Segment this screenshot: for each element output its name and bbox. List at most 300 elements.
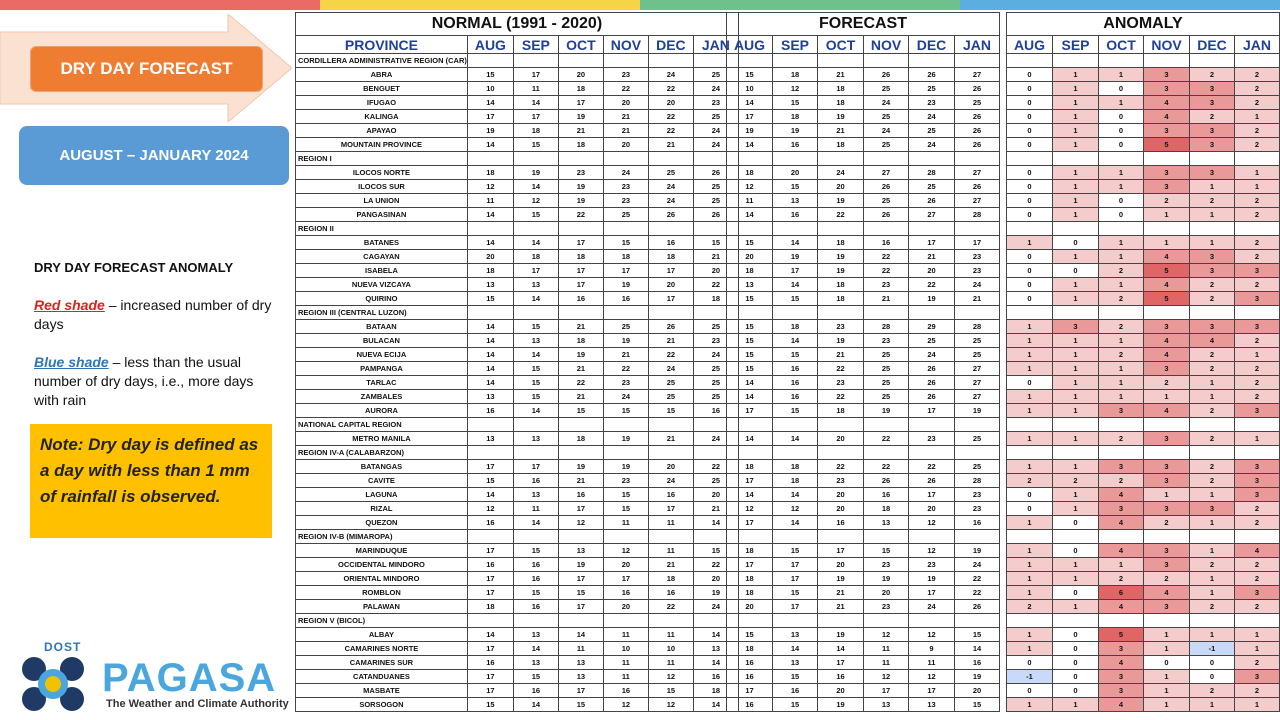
province-name: CAMARINES NORTE xyxy=(296,642,468,656)
forecast-value: 19 xyxy=(818,698,864,712)
normal-value: 16 xyxy=(693,404,738,418)
anomaly-value: 4 xyxy=(1099,698,1144,712)
anomaly-value: 1 xyxy=(1099,558,1144,572)
normal-value: 21 xyxy=(648,558,693,572)
empty-cell xyxy=(1144,418,1190,432)
empty-cell xyxy=(864,530,909,544)
anomaly-value: 3 xyxy=(1144,362,1190,376)
normal-value: 19 xyxy=(558,180,603,194)
normal-value: 25 xyxy=(693,376,738,390)
normal-value: 15 xyxy=(693,544,738,558)
anomaly-value: 0 xyxy=(1099,208,1144,222)
table-row xyxy=(1007,110,1280,124)
table-row xyxy=(727,502,1000,516)
normal-value: 25 xyxy=(603,208,648,222)
anomaly-value: 2 xyxy=(1190,460,1235,474)
empty-cell xyxy=(727,446,773,460)
forecast-value: 16 xyxy=(773,138,818,152)
dost-label: DOST xyxy=(44,640,82,654)
header-row xyxy=(727,36,1000,54)
normal-value: 15 xyxy=(513,390,558,404)
forecast-value: 9 xyxy=(909,642,955,656)
forecast-value: 17 xyxy=(818,544,864,558)
empty-cell xyxy=(1053,530,1099,544)
table-row xyxy=(296,516,739,530)
forecast-value: 20 xyxy=(818,684,864,698)
anomaly-value: 2 xyxy=(1099,572,1144,586)
normal-value: 17 xyxy=(603,264,648,278)
forecast-value: 12 xyxy=(909,628,955,642)
normal-value: 16 xyxy=(603,292,648,306)
normal-value: 21 xyxy=(558,390,603,404)
forecast-value: 15 xyxy=(773,670,818,684)
normal-value: 23 xyxy=(693,334,738,348)
normal-value: 18 xyxy=(693,292,738,306)
region-row xyxy=(1007,222,1280,236)
empty-cell xyxy=(513,446,558,460)
forecast-value: 14 xyxy=(773,236,818,250)
table-row xyxy=(296,180,739,194)
anomaly-value: 1 xyxy=(1099,96,1144,110)
forecast-value: 14 xyxy=(818,642,864,656)
forecast-value: 13 xyxy=(909,698,955,712)
table-row xyxy=(1007,96,1280,110)
forecast-value: 17 xyxy=(727,558,773,572)
forecast-value: 18 xyxy=(727,264,773,278)
forecast-value: 26 xyxy=(864,208,909,222)
anomaly-value: 3 xyxy=(1235,586,1280,600)
forecast-value: 18 xyxy=(727,166,773,180)
anomaly-value: 1 xyxy=(1099,166,1144,180)
anomaly-value: 2 xyxy=(1235,684,1280,698)
empty-cell xyxy=(603,418,648,432)
anomaly-value: 0 xyxy=(1007,208,1053,222)
normal-value: 16 xyxy=(603,684,648,698)
forecast-value: 11 xyxy=(864,656,909,670)
empty-cell xyxy=(648,446,693,460)
month-header: AUG xyxy=(467,36,513,54)
forecast-value: 12 xyxy=(909,544,955,558)
province-name: KALINGA xyxy=(296,110,468,124)
table-row xyxy=(1007,586,1280,600)
normal-value: 13 xyxy=(558,656,603,670)
normal-value: 23 xyxy=(603,194,648,208)
anomaly-value: 2 xyxy=(1235,96,1280,110)
normal-value: 12 xyxy=(467,502,513,516)
anomaly-value: 3 xyxy=(1190,138,1235,152)
forecast-value: 17 xyxy=(727,110,773,124)
table-row xyxy=(1007,68,1280,82)
normal-value: 18 xyxy=(513,250,558,264)
forecast-value: 26 xyxy=(864,180,909,194)
table-row xyxy=(1007,544,1280,558)
normal-value: 24 xyxy=(648,194,693,208)
forecast-value: 22 xyxy=(864,460,909,474)
empty-cell xyxy=(1190,222,1235,236)
forecast-value: 18 xyxy=(773,110,818,124)
forecast-value: 21 xyxy=(955,292,1000,306)
header-row xyxy=(296,36,739,54)
table-row xyxy=(296,698,739,712)
normal-value: 16 xyxy=(513,572,558,586)
table-row xyxy=(296,334,739,348)
forecast-value: 20 xyxy=(727,250,773,264)
normal-value: 16 xyxy=(513,558,558,572)
anomaly-value: 1 xyxy=(1190,586,1235,600)
anomaly-value: 3 xyxy=(1235,320,1280,334)
anomaly-value: 0 xyxy=(1190,670,1235,684)
anomaly-value: 1 xyxy=(1144,390,1190,404)
forecast-value: 22 xyxy=(909,278,955,292)
anomaly-value: 0 xyxy=(1007,488,1053,502)
forecast-value: 15 xyxy=(773,348,818,362)
table-row xyxy=(296,404,739,418)
normal-value: 22 xyxy=(648,82,693,96)
anomaly-value: 0 xyxy=(1007,82,1053,96)
region-row xyxy=(296,306,739,320)
forecast-value: 20 xyxy=(818,502,864,516)
anomaly-value: 4 xyxy=(1144,110,1190,124)
normal-value: 19 xyxy=(558,110,603,124)
anomaly-value: 1 xyxy=(1007,586,1053,600)
forecast-value: 24 xyxy=(864,124,909,138)
anomaly-value: 2 xyxy=(1235,656,1280,670)
province-name: ILOCOS SUR xyxy=(296,180,468,194)
forecast-value: 17 xyxy=(864,684,909,698)
forecast-value: 26 xyxy=(955,124,1000,138)
forecast-value: 23 xyxy=(955,488,1000,502)
normal-value: 17 xyxy=(467,586,513,600)
province-name: PALAWAN xyxy=(296,600,468,614)
normal-value: 11 xyxy=(648,628,693,642)
empty-cell xyxy=(1144,530,1190,544)
normal-value: 16 xyxy=(467,404,513,418)
region-row xyxy=(296,614,739,628)
table-row xyxy=(1007,124,1280,138)
anomaly-value: 3 xyxy=(1144,68,1190,82)
anomaly-value: 2 xyxy=(1190,292,1235,306)
table-row xyxy=(1007,320,1280,334)
empty-cell xyxy=(1053,418,1099,432)
red-shade-label: Red shade xyxy=(34,297,105,313)
table-row xyxy=(727,264,1000,278)
forecast-value: 27 xyxy=(955,362,1000,376)
anomaly-value: 1 xyxy=(1007,390,1053,404)
normal-value: 15 xyxy=(513,586,558,600)
header-row xyxy=(1007,36,1280,54)
normal-value: 22 xyxy=(603,82,648,96)
province-name: BENGUET xyxy=(296,82,468,96)
normal-value: 25 xyxy=(648,390,693,404)
normal-value: 21 xyxy=(603,348,648,362)
normal-value: 20 xyxy=(693,488,738,502)
anomaly-value: 1 xyxy=(1007,236,1053,250)
empty-cell xyxy=(773,54,818,68)
empty-cell xyxy=(864,152,909,166)
forecast-value: 19 xyxy=(955,404,1000,418)
empty-cell xyxy=(648,222,693,236)
empty-cell xyxy=(1053,54,1099,68)
forecast-value: 17 xyxy=(909,684,955,698)
normal-value: 19 xyxy=(513,166,558,180)
anomaly-value: 2 xyxy=(1235,390,1280,404)
header-row xyxy=(296,13,739,36)
province-name: NUEVA ECIJA xyxy=(296,348,468,362)
anomaly-value: 2 xyxy=(1235,278,1280,292)
forecast-value: 17 xyxy=(909,488,955,502)
province-name: CAMARINES SUR xyxy=(296,656,468,670)
empty-cell xyxy=(467,614,513,628)
normal-value: 13 xyxy=(513,628,558,642)
empty-cell xyxy=(864,418,909,432)
normal-value: 16 xyxy=(513,684,558,698)
forecast-value: 18 xyxy=(727,460,773,474)
table-row xyxy=(296,544,739,558)
province-name: IFUGAO xyxy=(296,96,468,110)
province-name: NUEVA VIZCAYA xyxy=(296,278,468,292)
normal-value: 15 xyxy=(603,404,648,418)
normal-value: 16 xyxy=(648,236,693,250)
normal-value: 15 xyxy=(693,236,738,250)
forecast-value: 23 xyxy=(818,320,864,334)
table-row xyxy=(296,362,739,376)
anomaly-value: 1 xyxy=(1144,236,1190,250)
forecast-value: 23 xyxy=(864,334,909,348)
normal-value: 16 xyxy=(558,488,603,502)
empty-cell xyxy=(648,418,693,432)
pagasa-tagline: The Weather and Climate Authority xyxy=(106,698,289,710)
empty-cell xyxy=(909,152,955,166)
table-row xyxy=(296,600,739,614)
dry-day-forecast-title: DRY DAY FORECAST xyxy=(30,46,263,92)
forecast-value: 15 xyxy=(955,698,1000,712)
empty-cell xyxy=(467,152,513,166)
normal-value: 23 xyxy=(603,376,648,390)
forecast-value: 13 xyxy=(773,656,818,670)
forecast-value: 26 xyxy=(909,68,955,82)
normal-value: 15 xyxy=(603,488,648,502)
forecast-value: 15 xyxy=(727,68,773,82)
month-header: DEC xyxy=(909,36,955,54)
table-row xyxy=(296,348,739,362)
forecast-value: 18 xyxy=(727,586,773,600)
normal-value: 12 xyxy=(603,698,648,712)
normal-value: 17 xyxy=(513,264,558,278)
empty-cell xyxy=(1144,54,1190,68)
normal-value: 12 xyxy=(513,194,558,208)
forecast-value: 18 xyxy=(818,82,864,96)
table-row xyxy=(1007,516,1280,530)
anomaly-value: 1 xyxy=(1053,698,1099,712)
empty-cell xyxy=(1235,54,1280,68)
empty-cell xyxy=(1235,446,1280,460)
normal-value: 19 xyxy=(603,460,648,474)
region-name: REGION III (CENTRAL LUZON) xyxy=(296,306,468,320)
normal-value: 15 xyxy=(648,404,693,418)
table-row xyxy=(296,68,739,82)
forecast-value: 26 xyxy=(909,390,955,404)
forecast-value: 25 xyxy=(909,82,955,96)
anomaly-value: 3 xyxy=(1144,320,1190,334)
normal-value: 14 xyxy=(513,236,558,250)
empty-cell xyxy=(1053,306,1099,320)
forecast-value: 14 xyxy=(773,334,818,348)
normal-value: 15 xyxy=(558,404,603,418)
legend-blue xyxy=(34,353,278,410)
anomaly-value: 0 xyxy=(1007,96,1053,110)
region-name: NATIONAL CAPITAL REGION xyxy=(296,418,468,432)
normal-value: 14 xyxy=(467,320,513,334)
normal-value: 12 xyxy=(558,516,603,530)
anomaly-value: 1 xyxy=(1099,180,1144,194)
empty-cell xyxy=(467,446,513,460)
table-row xyxy=(727,698,1000,712)
forecast-value: 15 xyxy=(727,292,773,306)
anomaly-value: 2 xyxy=(1190,404,1235,418)
table-row xyxy=(1007,348,1280,362)
empty-cell xyxy=(955,614,1000,628)
anomaly-value: 1 xyxy=(1007,516,1053,530)
forecast-value: 15 xyxy=(864,544,909,558)
empty-cell xyxy=(818,446,864,460)
normal-value: 14 xyxy=(513,292,558,306)
forecast-value: 18 xyxy=(773,68,818,82)
normal-value: 14 xyxy=(467,362,513,376)
anomaly-value: 1 xyxy=(1144,628,1190,642)
forecast-value: 24 xyxy=(955,558,1000,572)
normal-value: 14 xyxy=(467,96,513,110)
month-header: SEP xyxy=(773,36,818,54)
anomaly-value: 4 xyxy=(1144,278,1190,292)
province-name: ORIENTAL MINDORO xyxy=(296,572,468,586)
anomaly-value: 3 xyxy=(1235,460,1280,474)
normal-value: 14 xyxy=(693,698,738,712)
empty-cell xyxy=(513,418,558,432)
province-name: ROMBLON xyxy=(296,586,468,600)
empty-cell xyxy=(1007,222,1053,236)
anomaly-value: 2 xyxy=(1007,600,1053,614)
forecast-value: 15 xyxy=(773,404,818,418)
anomaly-value: 1 xyxy=(1007,558,1053,572)
empty-cell xyxy=(1007,446,1053,460)
region-row xyxy=(727,222,1000,236)
forecast-value: 18 xyxy=(818,292,864,306)
anomaly-value: 0 xyxy=(1053,516,1099,530)
anomaly-value: 1 xyxy=(1099,278,1144,292)
normal-value: 17 xyxy=(467,544,513,558)
normal-value: 16 xyxy=(467,516,513,530)
empty-cell xyxy=(864,54,909,68)
normal-value: 15 xyxy=(603,502,648,516)
forecast-value: 19 xyxy=(773,124,818,138)
normal-value: 11 xyxy=(603,516,648,530)
normal-value: 14 xyxy=(467,628,513,642)
normal-value: 16 xyxy=(513,474,558,488)
normal-value: 22 xyxy=(558,208,603,222)
table-row xyxy=(727,292,1000,306)
forecast-value: 23 xyxy=(818,376,864,390)
forecast-value: 19 xyxy=(727,124,773,138)
forecast-value: 22 xyxy=(909,460,955,474)
anomaly-value: 0 xyxy=(1053,656,1099,670)
anomaly-value: 1 xyxy=(1144,642,1190,656)
forecast-value: 16 xyxy=(864,488,909,502)
table-row xyxy=(727,236,1000,250)
anomaly-value: 0 xyxy=(1007,278,1053,292)
month-header: SEP xyxy=(1053,36,1099,54)
normal-value: 24 xyxy=(693,600,738,614)
forecast-value: 22 xyxy=(955,572,1000,586)
normal-value: 14 xyxy=(467,208,513,222)
normal-value: 11 xyxy=(648,516,693,530)
anomaly-value: 4 xyxy=(1144,348,1190,362)
province-name: PAMPANGA xyxy=(296,362,468,376)
anomaly-value: 3 xyxy=(1144,82,1190,96)
anomaly-value: 0 xyxy=(1007,194,1053,208)
normal-value: 12 xyxy=(648,670,693,684)
anomaly-value: 0 xyxy=(1099,124,1144,138)
forecast-value: 14 xyxy=(773,432,818,446)
normal-value: 16 xyxy=(467,656,513,670)
anomaly-value: 0 xyxy=(1053,264,1099,278)
table-row xyxy=(296,474,739,488)
month-header: OCT xyxy=(1099,36,1144,54)
forecast-value: 25 xyxy=(955,334,1000,348)
anomaly-value: 1 xyxy=(1053,334,1099,348)
empty-cell xyxy=(727,306,773,320)
normal-value: 11 xyxy=(648,544,693,558)
province-name: APAYAO xyxy=(296,124,468,138)
empty-cell xyxy=(818,530,864,544)
normal-value: 13 xyxy=(467,278,513,292)
forecast-value: 27 xyxy=(955,68,1000,82)
anomaly-value: 1 xyxy=(1190,208,1235,222)
table-row xyxy=(1007,684,1280,698)
anomaly-value: 4 xyxy=(1144,250,1190,264)
table-row xyxy=(727,684,1000,698)
forecast-value: 20 xyxy=(727,600,773,614)
table-row xyxy=(1007,474,1280,488)
anomaly-value: 3 xyxy=(1190,124,1235,138)
normal-value: 16 xyxy=(693,670,738,684)
anomaly-value: 1 xyxy=(1053,124,1099,138)
table-row xyxy=(727,572,1000,586)
table-row xyxy=(727,656,1000,670)
table-row xyxy=(727,166,1000,180)
anomaly-value: 1 xyxy=(1235,348,1280,362)
normal-value: 19 xyxy=(558,558,603,572)
forecast-value: 20 xyxy=(773,166,818,180)
forecast-value: 26 xyxy=(909,376,955,390)
forecast-value: 25 xyxy=(955,432,1000,446)
normal-value: 14 xyxy=(513,516,558,530)
forecast-value: 18 xyxy=(818,96,864,110)
forecast-value: 15 xyxy=(727,320,773,334)
empty-cell xyxy=(727,222,773,236)
forecast-value: 21 xyxy=(818,124,864,138)
normal-value: 12 xyxy=(648,698,693,712)
forecast-value: 14 xyxy=(773,488,818,502)
forecast-value: 14 xyxy=(727,376,773,390)
normal-value: 21 xyxy=(648,334,693,348)
anomaly-value: 2 xyxy=(1235,236,1280,250)
forecast-value: 20 xyxy=(818,180,864,194)
forecast-value: 25 xyxy=(955,460,1000,474)
forecast-value: 11 xyxy=(727,194,773,208)
forecast-value: 14 xyxy=(727,390,773,404)
normal-value: 22 xyxy=(603,362,648,376)
anomaly-value: 5 xyxy=(1099,628,1144,642)
